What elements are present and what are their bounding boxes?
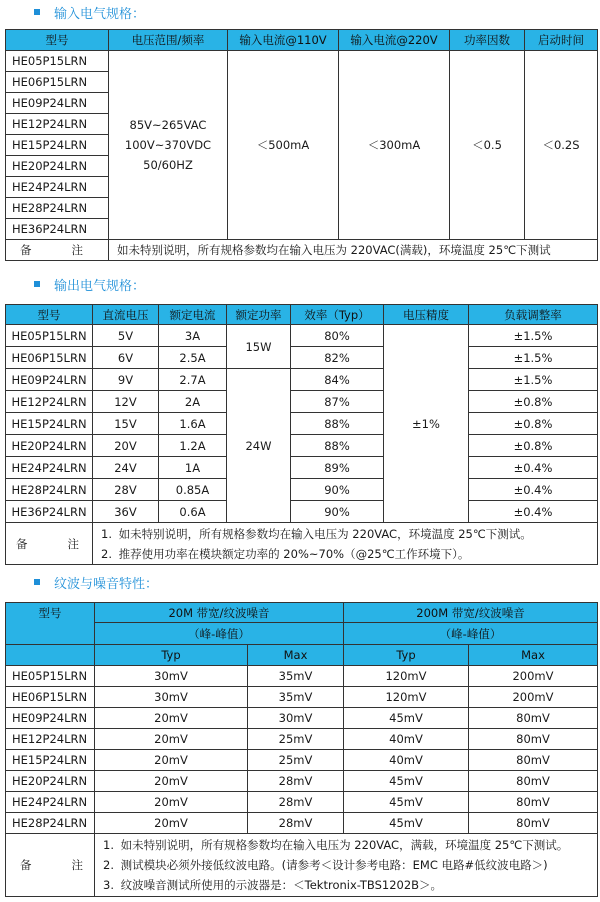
- header-cell: 负载调整率: [469, 305, 598, 325]
- current-cell: 0.85A: [159, 479, 227, 501]
- header-cell: 额定功率: [227, 305, 291, 325]
- model-cell: HE09P24LRN: [6, 369, 93, 391]
- header-cell: 启动时间: [525, 30, 598, 51]
- table-row: [6, 435, 598, 457]
- voltage-cell: 6V: [93, 347, 159, 369]
- regulation-cell: ±1.5%: [469, 369, 598, 391]
- model-cell: HE05P15LRN: [6, 325, 93, 347]
- table-row: [6, 391, 598, 413]
- table-row: [6, 347, 598, 369]
- typ-20m-cell: 20mV: [95, 813, 248, 834]
- efficiency-cell: 88%: [291, 435, 384, 457]
- typ-20m-cell: 20mV: [95, 708, 248, 729]
- current-cell: 3A: [159, 325, 227, 347]
- header-cell: 输入电流@110V: [228, 30, 339, 51]
- startup-time-cell: ＜0.2S: [525, 51, 598, 240]
- model-cell: HE06P15LRN: [6, 687, 95, 708]
- current-cell: 1.2A: [159, 435, 227, 457]
- remark-row: [6, 523, 598, 565]
- model-cell: HE05P15LRN: [6, 666, 95, 687]
- header-cell: 输入电流@220V: [339, 30, 450, 51]
- current-cell: 1A: [159, 457, 227, 479]
- current-110-cell: ＜500mA: [228, 51, 339, 240]
- model-cell: HE15P24LRN: [6, 750, 95, 771]
- remark-row: [6, 834, 598, 897]
- header-cell: 直流电压: [93, 305, 159, 325]
- table-row: [6, 687, 598, 708]
- efficiency-cell: 90%: [291, 501, 384, 523]
- efficiency-cell: 88%: [291, 413, 384, 435]
- note-line: 2. 测试模块必须外接低纹波电路。(请参考＜设计参考电路：EMC 电路#低纹波电路＞): [103, 858, 548, 872]
- max-20m-cell: 28mV: [248, 813, 344, 834]
- voltage-cell: 36V: [93, 501, 159, 523]
- table-row: [6, 666, 598, 687]
- model-cell: HE09P24LRN: [6, 708, 95, 729]
- model-cell: HE05P15LRN: [6, 51, 109, 72]
- efficiency-cell: 87%: [291, 391, 384, 413]
- header-cell: 额定电流: [159, 305, 227, 325]
- input-spec-table: [5, 29, 598, 261]
- model-cell: HE12P24LRN: [6, 391, 93, 413]
- table-row: [6, 771, 598, 792]
- header-cell: 型号: [6, 305, 93, 325]
- note-line: 1. 如未特别说明，所有规格参数均在输入电压为 220VAC，环境温度 25℃下测试。: [101, 526, 532, 541]
- table-row: [6, 501, 598, 523]
- header-cell: 效率（Typ）: [291, 305, 384, 325]
- note-line: 2. 推荐使用功率在模块额定功率的 20%~70%（@25℃工作环境下）。: [101, 546, 470, 561]
- header-cell: Max: [469, 645, 598, 666]
- regulation-cell: ±0.4%: [469, 479, 598, 501]
- table-row: [6, 750, 598, 771]
- voltage-cell: 15V: [93, 413, 159, 435]
- square-bullet-icon: [34, 281, 40, 287]
- model-cell: HE15P24LRN: [6, 413, 93, 435]
- efficiency-cell: 84%: [291, 369, 384, 391]
- header-cell: Typ: [95, 645, 248, 666]
- table-row: [6, 479, 598, 501]
- table-row: [6, 51, 598, 72]
- typ-20m-cell: 30mV: [95, 666, 248, 687]
- typ-20m-cell: 20mV: [95, 750, 248, 771]
- model-cell: HE06P15LRN: [6, 347, 93, 369]
- efficiency-cell: 80%: [291, 325, 384, 347]
- voltage-cell: 9V: [93, 369, 159, 391]
- current-cell: 0.6A: [159, 501, 227, 523]
- efficiency-cell: 89%: [291, 457, 384, 479]
- table-header-row: [6, 305, 598, 325]
- header-cell: Max: [248, 645, 344, 666]
- model-cell: HE28P24LRN: [6, 479, 93, 501]
- header-cell: 电压范围/频率: [109, 30, 228, 51]
- max-200m-cell: 80mV: [469, 771, 598, 792]
- input-section-title: 输入电气规格：: [0, 1, 600, 23]
- header-cell: 功率因数: [450, 30, 525, 51]
- typ-20m-cell: 20mV: [95, 771, 248, 792]
- power-factor-cell: ＜0.5: [450, 51, 525, 240]
- max-200m-cell: 80mV: [469, 813, 598, 834]
- header-cell-20m: 20M 带宽/纹波噪音: [95, 603, 344, 623]
- power-24w-cell: 24W: [227, 369, 291, 523]
- voltage-cell: 20V: [93, 435, 159, 457]
- remark-label: 备 注: [6, 523, 93, 565]
- table-row: [6, 457, 598, 479]
- typ-200m-cell: 40mV: [344, 750, 469, 771]
- model-cell: HE20P24LRN: [6, 771, 95, 792]
- regulation-cell: ±0.4%: [469, 501, 598, 523]
- max-20m-cell: 25mV: [248, 750, 344, 771]
- typ-20m-cell: 20mV: [95, 792, 248, 813]
- remark-notes: [93, 523, 598, 565]
- table-header-row: [6, 645, 598, 666]
- table-header-row: [6, 603, 598, 623]
- current-220-cell: ＜300mA: [339, 51, 450, 240]
- max-20m-cell: 28mV: [248, 792, 344, 813]
- model-cell: HE06P15LRN: [6, 72, 109, 93]
- max-20m-cell: 35mV: [248, 687, 344, 708]
- table-row: [6, 792, 598, 813]
- ripple-section-title: 纹波与噪音特性：: [0, 571, 600, 593]
- typ-200m-cell: 45mV: [344, 771, 469, 792]
- remark-text: 如未特别说明，所有规格参数均在输入电压为 220VAC(满载)，环境温度 25℃下测试: [109, 240, 598, 261]
- efficiency-cell: 82%: [291, 347, 384, 369]
- regulation-cell: ±1.5%: [469, 347, 598, 369]
- model-cell: HE09P24LRN: [6, 93, 109, 114]
- model-cell: HE12P24LRN: [6, 729, 95, 750]
- table-row: [6, 413, 598, 435]
- header-cell: 型号: [6, 30, 109, 51]
- header-cell-200m: 200M 带宽/纹波噪音: [344, 603, 598, 623]
- header-sub-20m: （峰-峰值）: [95, 623, 344, 645]
- header-sub-200m: （峰-峰值）: [344, 623, 598, 645]
- voltage-cell: 12V: [93, 391, 159, 413]
- efficiency-cell: 90%: [291, 479, 384, 501]
- header-cell: Typ: [344, 645, 469, 666]
- accuracy-cell: ±1%: [384, 325, 469, 523]
- model-cell: HE15P24LRN: [6, 135, 109, 156]
- table-header-row: [6, 30, 598, 51]
- max-20m-cell: 28mV: [248, 771, 344, 792]
- square-bullet-icon: [34, 579, 40, 585]
- power-15w-cell: 15W: [227, 325, 291, 369]
- model-cell: HE24P24LRN: [6, 792, 95, 813]
- model-cell: HE24P24LRN: [6, 177, 109, 198]
- table-row: [6, 813, 598, 834]
- remark-label: 备 注: [6, 240, 109, 261]
- output-section-title: 输出电气规格：: [0, 273, 600, 295]
- header-cell: 型号: [6, 603, 95, 645]
- voltage-range-cell: 85V~265VAC 100V~370VDC 50/60HZ: [109, 51, 228, 240]
- regulation-cell: ±0.8%: [469, 435, 598, 457]
- voltage-cell: 24V: [93, 457, 159, 479]
- max-200m-cell: 200mV: [469, 666, 598, 687]
- max-200m-cell: 80mV: [469, 729, 598, 750]
- note-line: 1. 如未特别说明，所有规格参数均在输入电压为 220VAC，满载，环境温度 25℃下测试。: [103, 838, 569, 852]
- current-cell: 2.5A: [159, 347, 227, 369]
- max-200m-cell: 80mV: [469, 792, 598, 813]
- regulation-cell: ±0.8%: [469, 391, 598, 413]
- model-cell: HE28P24LRN: [6, 198, 109, 219]
- model-cell: HE12P24LRN: [6, 114, 109, 135]
- max-20m-cell: 30mV: [248, 708, 344, 729]
- regulation-cell: ±0.4%: [469, 457, 598, 479]
- model-cell: HE36P24LRN: [6, 501, 93, 523]
- typ-200m-cell: 45mV: [344, 813, 469, 834]
- remark-notes: [95, 834, 598, 897]
- table-row: [6, 369, 598, 391]
- header-cell: [6, 645, 95, 666]
- typ-200m-cell: 120mV: [344, 666, 469, 687]
- table-row: [6, 708, 598, 729]
- square-bullet-icon: [34, 9, 40, 15]
- table-row: [6, 325, 598, 347]
- current-cell: 2A: [159, 391, 227, 413]
- typ-200m-cell: 45mV: [344, 792, 469, 813]
- output-spec-table: [5, 304, 598, 565]
- typ-200m-cell: 40mV: [344, 729, 469, 750]
- current-cell: 1.6A: [159, 413, 227, 435]
- typ-200m-cell: 45mV: [344, 708, 469, 729]
- model-cell: HE24P24LRN: [6, 457, 93, 479]
- max-200m-cell: 200mV: [469, 687, 598, 708]
- table-row: [6, 729, 598, 750]
- max-200m-cell: 80mV: [469, 708, 598, 729]
- max-200m-cell: 80mV: [469, 750, 598, 771]
- typ-20m-cell: 30mV: [95, 687, 248, 708]
- ripple-noise-table: [5, 602, 598, 897]
- model-cell: HE28P24LRN: [6, 813, 95, 834]
- voltage-cell: 28V: [93, 479, 159, 501]
- model-cell: HE20P24LRN: [6, 435, 93, 457]
- remark-label: 备 注: [6, 834, 95, 897]
- regulation-cell: ±0.8%: [469, 413, 598, 435]
- model-cell: HE36P24LRN: [6, 219, 109, 240]
- max-20m-cell: 35mV: [248, 666, 344, 687]
- model-cell: HE20P24LRN: [6, 156, 109, 177]
- voltage-cell: 5V: [93, 325, 159, 347]
- note-line: 3. 纹波噪音测试所使用的示波器是：＜Tektronix-TBS1202B＞。: [103, 878, 443, 892]
- current-cell: 2.7A: [159, 369, 227, 391]
- regulation-cell: ±1.5%: [469, 325, 598, 347]
- typ-20m-cell: 20mV: [95, 729, 248, 750]
- table-header-row: [6, 623, 598, 645]
- header-cell: 电压精度: [384, 305, 469, 325]
- max-20m-cell: 25mV: [248, 729, 344, 750]
- typ-200m-cell: 120mV: [344, 687, 469, 708]
- remark-row: [6, 240, 598, 261]
